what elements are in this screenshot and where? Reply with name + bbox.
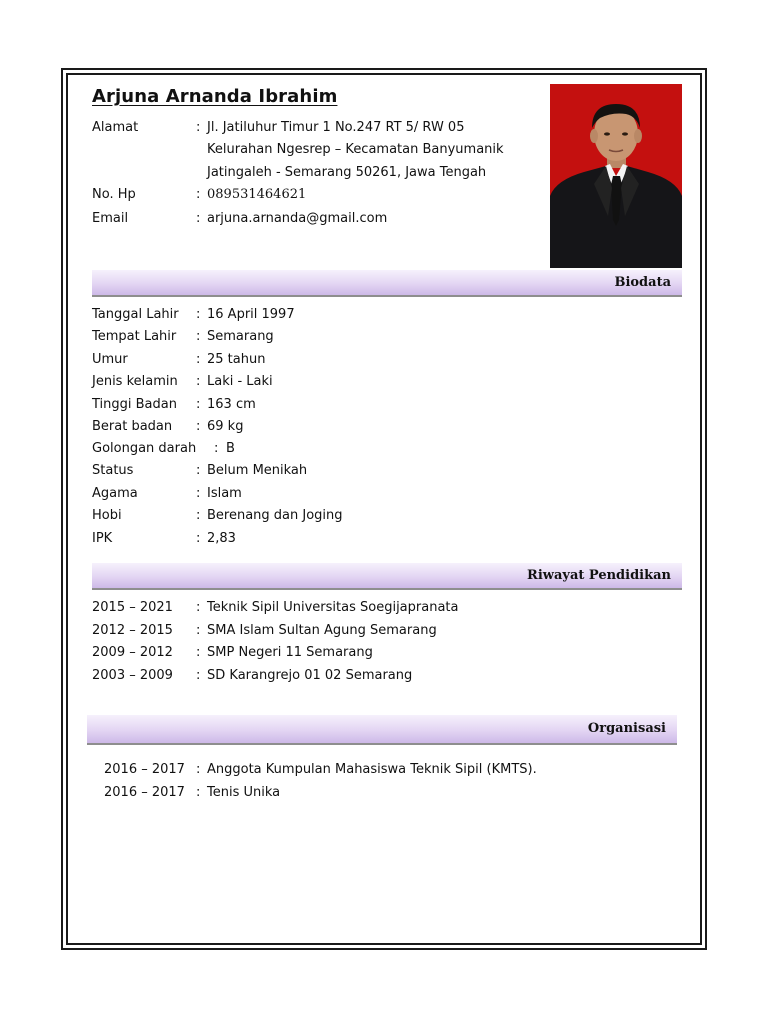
biodata-label: Jenis kelamin	[92, 374, 178, 389]
phone-label: No. Hp	[92, 187, 136, 202]
section-header-pendidikan	[92, 563, 682, 590]
biodata-label: Agama	[92, 486, 138, 501]
portrait-illustration	[550, 84, 682, 268]
separator: :	[196, 463, 201, 478]
biodata-label: Umur	[92, 352, 128, 367]
organization-period: 2016 – 2017	[104, 762, 185, 777]
education-period: 2012 – 2015	[92, 623, 173, 638]
biodata-value: 16 April 1997	[207, 307, 295, 322]
section-header-biodata	[92, 270, 682, 297]
separator: :	[196, 508, 201, 523]
biodata-label: Tempat Lahir	[92, 329, 177, 344]
biodata-value: Islam	[207, 486, 242, 501]
separator: :	[196, 211, 201, 226]
separator: :	[196, 486, 201, 501]
separator: :	[196, 785, 201, 800]
biodata-value: 69 kg	[207, 419, 244, 434]
organization-period: 2016 – 2017	[104, 785, 185, 800]
separator: :	[214, 441, 219, 456]
biodata-label: Berat badan	[92, 419, 173, 434]
biodata-label: Tanggal Lahir	[92, 307, 179, 322]
separator: :	[196, 623, 201, 638]
applicant-name: Arjuna Arnanda Ibrahim	[92, 86, 338, 107]
address-line-3: Jatingaleh - Semarang 50261, Jawa Tengah	[207, 165, 487, 180]
section-header-organisasi	[87, 715, 677, 745]
biodata-label: Hobi	[92, 508, 122, 523]
biodata-value: Laki - Laki	[207, 374, 273, 389]
email-label: Email	[92, 211, 129, 226]
biodata-value: 2,83	[207, 531, 236, 546]
biodata-value: 25 tahun	[207, 352, 266, 367]
organization-name: Tenis Unika	[207, 785, 281, 800]
education-period: 2009 – 2012	[92, 645, 173, 660]
education-school: SMA Islam Sultan Agung Semarang	[207, 623, 437, 638]
separator: :	[196, 352, 201, 367]
biodata-label: IPK	[92, 531, 113, 546]
biodata-label: Golongan darah	[92, 441, 197, 456]
biodata-label: Tinggi Badan	[92, 397, 177, 412]
biodata-value: Belum Menikah	[207, 463, 308, 478]
address-label: Alamat	[92, 120, 139, 135]
biodata-value: Semarang	[207, 329, 274, 344]
biodata-value: Berenang dan Joging	[207, 508, 343, 523]
education-period: 2003 – 2009	[92, 668, 173, 683]
education-school: SD Karangrejo 01 02 Semarang	[207, 668, 413, 683]
separator: :	[196, 419, 201, 434]
phone-value: 089531464621	[207, 187, 307, 202]
biodata-value: B	[226, 441, 235, 456]
separator: :	[196, 374, 201, 389]
separator: :	[196, 120, 201, 135]
section-title-biodata: Biodata	[614, 275, 671, 290]
education-school: Teknik Sipil Universitas Soegijapranata	[207, 600, 459, 615]
separator: :	[196, 187, 201, 202]
profile-photo	[550, 84, 682, 268]
separator: :	[196, 600, 201, 615]
email-value: arjuna.arnanda@gmail.com	[207, 211, 388, 226]
section-title-organisasi: Organisasi	[587, 721, 666, 736]
education-period: 2015 – 2021	[92, 600, 173, 615]
separator: :	[196, 762, 201, 777]
separator: :	[196, 329, 201, 344]
separator: :	[196, 668, 201, 683]
separator: :	[196, 531, 201, 546]
education-school: SMP Negeri 11 Semarang	[207, 645, 373, 660]
section-title-pendidikan: Riwayat Pendidikan	[527, 568, 671, 583]
separator: :	[196, 645, 201, 660]
address-line-2: Kelurahan Ngesrep – Kecamatan Banyumanik	[207, 142, 504, 157]
separator: :	[196, 307, 201, 322]
biodata-label: Status	[92, 463, 134, 478]
biodata-value: 163 cm	[207, 397, 256, 412]
organization-name: Anggota Kumpulan Mahasiswa Teknik Sipil (KMTS).	[207, 762, 537, 777]
separator: :	[196, 397, 201, 412]
address-line-1: Jl. Jatiluhur Timur 1 No.247 RT 5/ RW 05	[207, 120, 465, 135]
